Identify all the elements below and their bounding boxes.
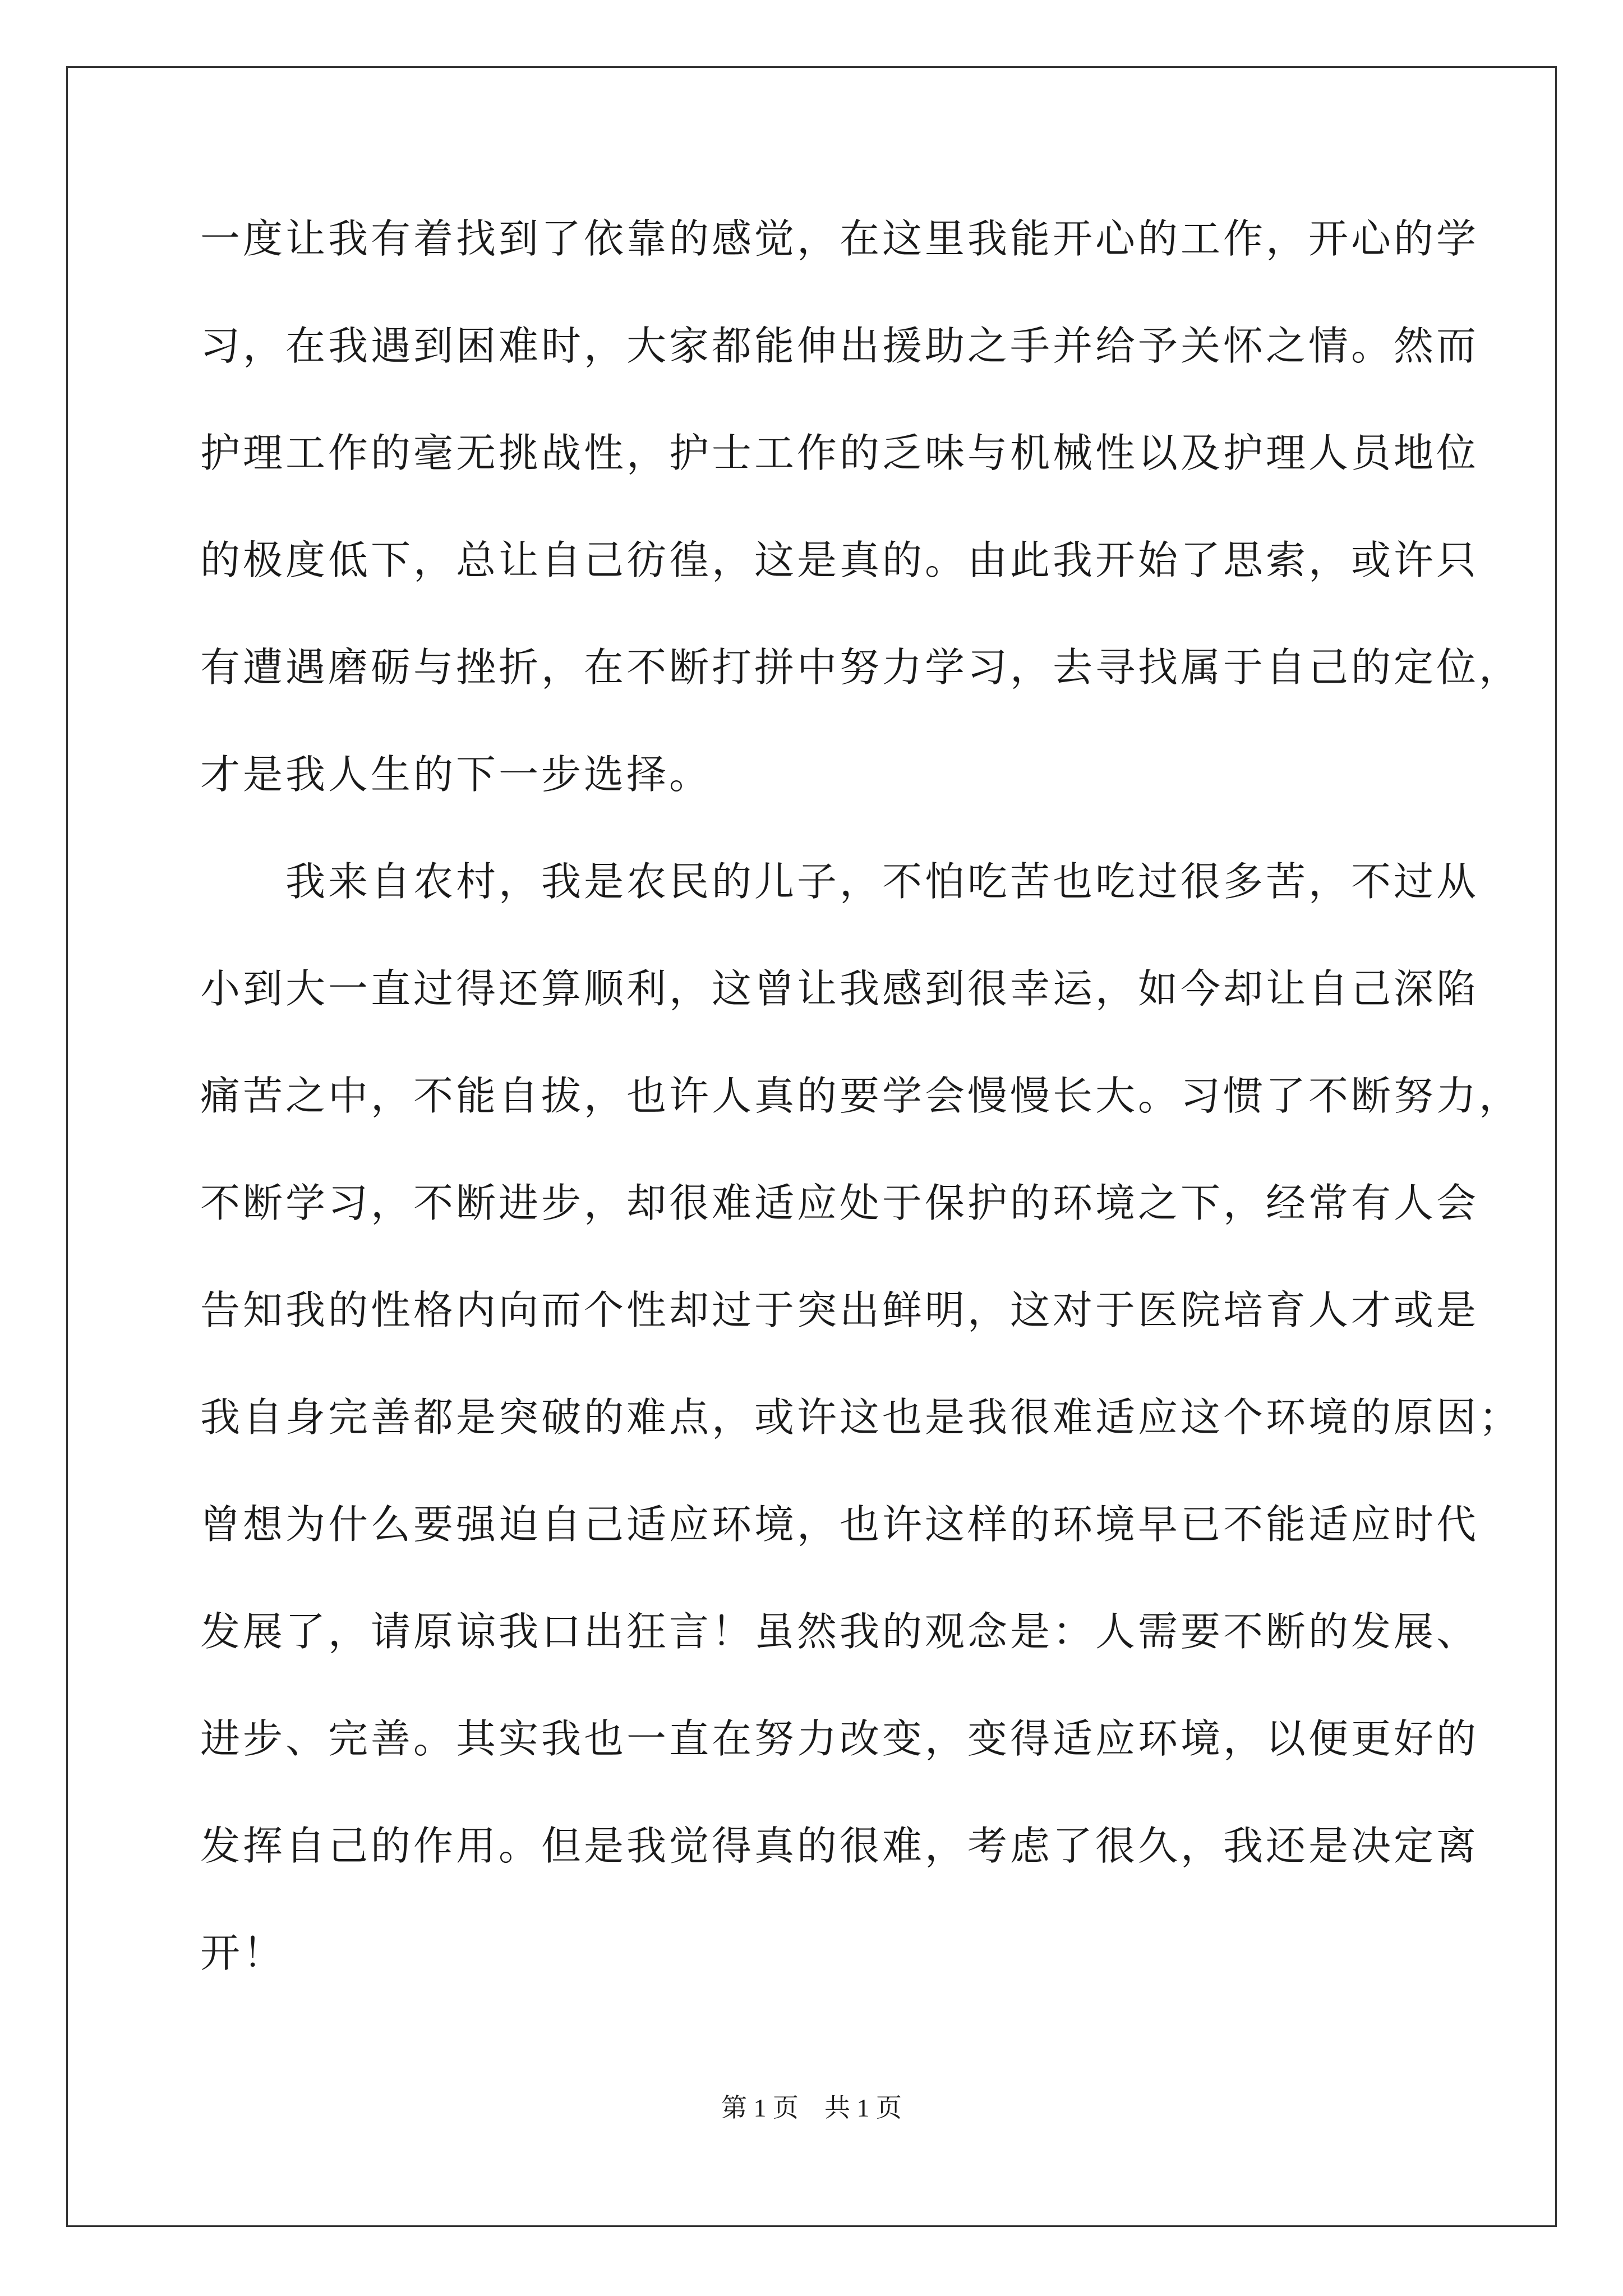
text-line: 进步、完善。其实我也一直在努力改变，变得适应环境，以便更好的: [200, 1715, 1479, 1762]
text-line: 一度让我有着找到了依靠的感觉，在这里我能开心的工作，开心的学: [200, 215, 1479, 262]
text-line: 发展了，请原谅我口出狂言！虽然我的观念是：人需要不断的发展、: [200, 1608, 1479, 1655]
text-line: 才是我人生的下一步选择。: [200, 751, 712, 798]
text-line: 习，在我遇到困难时，大家都能伸出援助之手并给予关怀之情。然而: [200, 323, 1479, 369]
document-body: [200, 211, 1522, 2032]
text-line: 曾想为什么要强迫自己适应环境，也许这样的环境早已不能适应时代: [200, 1501, 1479, 1548]
text-line: 我自身完善都是突破的难点，或许这也是我很难适应这个环境的原因；: [200, 1394, 1522, 1441]
text-line: 小到大一直过得还算顺利，这曾让我感到很幸运，如今却让自己深陷: [200, 965, 1479, 1012]
text-line: 告知我的性格内向而个性却过于突出鲜明，这对于医院培育人才或是: [200, 1287, 1479, 1333]
text-line: 我来自农村，我是农民的儿子，不怕吃苦也吃过很多苦，不过从: [200, 858, 1479, 905]
text-line: 痛苦之中，不能自拔，也许人真的要学会慢慢长大。习惯了不断努力，: [200, 1073, 1522, 1119]
text-line: 有遭遇磨砺与挫折，在不断打拼中努力学习，去寻找属于自己的定位，: [200, 644, 1522, 691]
page-footer: 第 1 页 共 1 页: [721, 2093, 902, 2122]
text-line: 护理工作的毫无挑战性，护士工作的乏味与机械性以及护理人员地位: [200, 430, 1479, 476]
text-line: 的极度低下，总让自己彷徨，这是真的。由此我开始了思索，或许只: [200, 537, 1479, 583]
text-line: 不断学习，不断进步，却很难适应处于保护的环境之下，经常有人会: [200, 1180, 1479, 1226]
text-line: 发挥自己的作用。但是我觉得真的很难，考虑了很久，我还是决定离: [200, 1823, 1479, 1869]
text-line: 开！: [200, 1930, 286, 1976]
